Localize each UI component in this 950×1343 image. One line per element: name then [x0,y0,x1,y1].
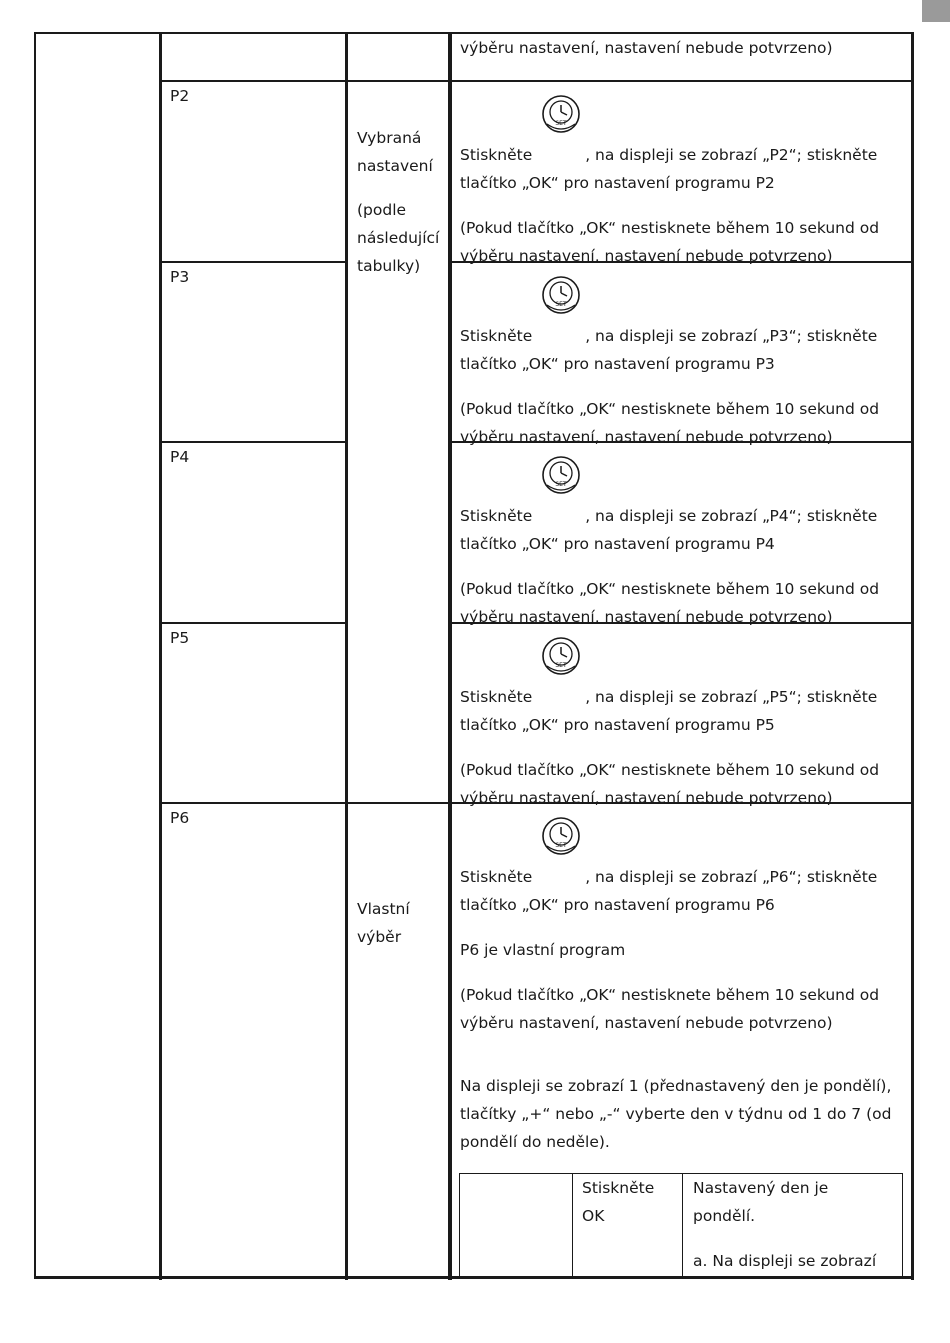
svg-text:SET: SET [555,120,567,127]
clock-set-icon [537,114,585,144]
program-label-p3: P3 [170,268,190,286]
program-instructions-p6: Stiskněte SET , na displeji se zobrazí „P6“; stiskněte tlačítko „OK“ pro nastavení programu P6 P6 je vlastní program (Pokud tlačítko „OK“ nestisknete během 10 sekund od výběru nastavení, nastavení nebude potvrzeno) [460,836,906,1037]
clock-set-icon [537,475,585,505]
clock-set-icon [537,836,585,866]
svg-text:SET: SET [555,842,567,849]
program-label-p2: P2 [170,87,190,105]
program-instructions-p5: Stiskněte SET , na displeji se zobrazí „P5“; stiskněte tlačítko „OK“ pro nastavení programu P5 (Pokud tlačítko „OK“ nestisknete během 10 sekund od výběru nastavení, nastavení nebude potvrzeno) [460,656,906,812]
clock-set-icon [537,295,585,325]
subtable-press-ok: Stiskněte OK [582,1179,655,1225]
program-instructions-p4: Stiskněte SET , na displeji se zobrazí „P4“; stiskněte tlačítko „OK“ pro nastavení programu P4 (Pokud tlačítko „OK“ nestisknete během 10 sekund od výběru nastavení, nastavení nebude potvrzeno) [460,475,906,631]
clock-set-icon [537,656,585,686]
svg-text:SET: SET [555,301,567,308]
program-label-p6: P6 [170,809,190,827]
page-corner-tab [922,0,950,22]
subtable-day-set: Nastavený den je pondělí. a. Na displeji se zobrazí [693,1179,877,1270]
p6-day-selection-text: Na displeji se zobrazí 1 (přednastavený den je pondělí), tlačítky „+“ nebo „-“ vyberte den v týdnu od 1 do 7 (od pondělí do neděle). [460,1077,892,1151]
svg-text:SET: SET [555,481,567,488]
program-instructions-p2: Stiskněte SET , na displeji se zobrazí „P2“; stiskněte tlačítko „OK“ pro nastavení programu P2 (Pokud tlačítko „OK“ nestisknete během 10 sekund od výběru nastavení, nastavení nebude potvrzeno) [460,114,906,270]
program-label-p4: P4 [170,448,190,466]
program-label-p5: P5 [170,629,190,647]
program-instructions-p3: Stiskněte SET , na displeji se zobrazí „P3“; stiskněte tlačítko „OK“ pro nastavení programu P3 (Pokud tlačítko „OK“ nestisknete během 10 sekund od výběru nastavení, nastavení nebude potvrzeno) [460,295,906,451]
custom-selection-label: Vlastní výběr [357,900,410,946]
svg-text:SET: SET [555,662,567,669]
selected-settings-label: Vybraná nastavení (podle následující tabulky) [357,129,440,275]
top-cell-text: výběru nastavení, nastavení nebude potvrzeno) [460,39,833,57]
